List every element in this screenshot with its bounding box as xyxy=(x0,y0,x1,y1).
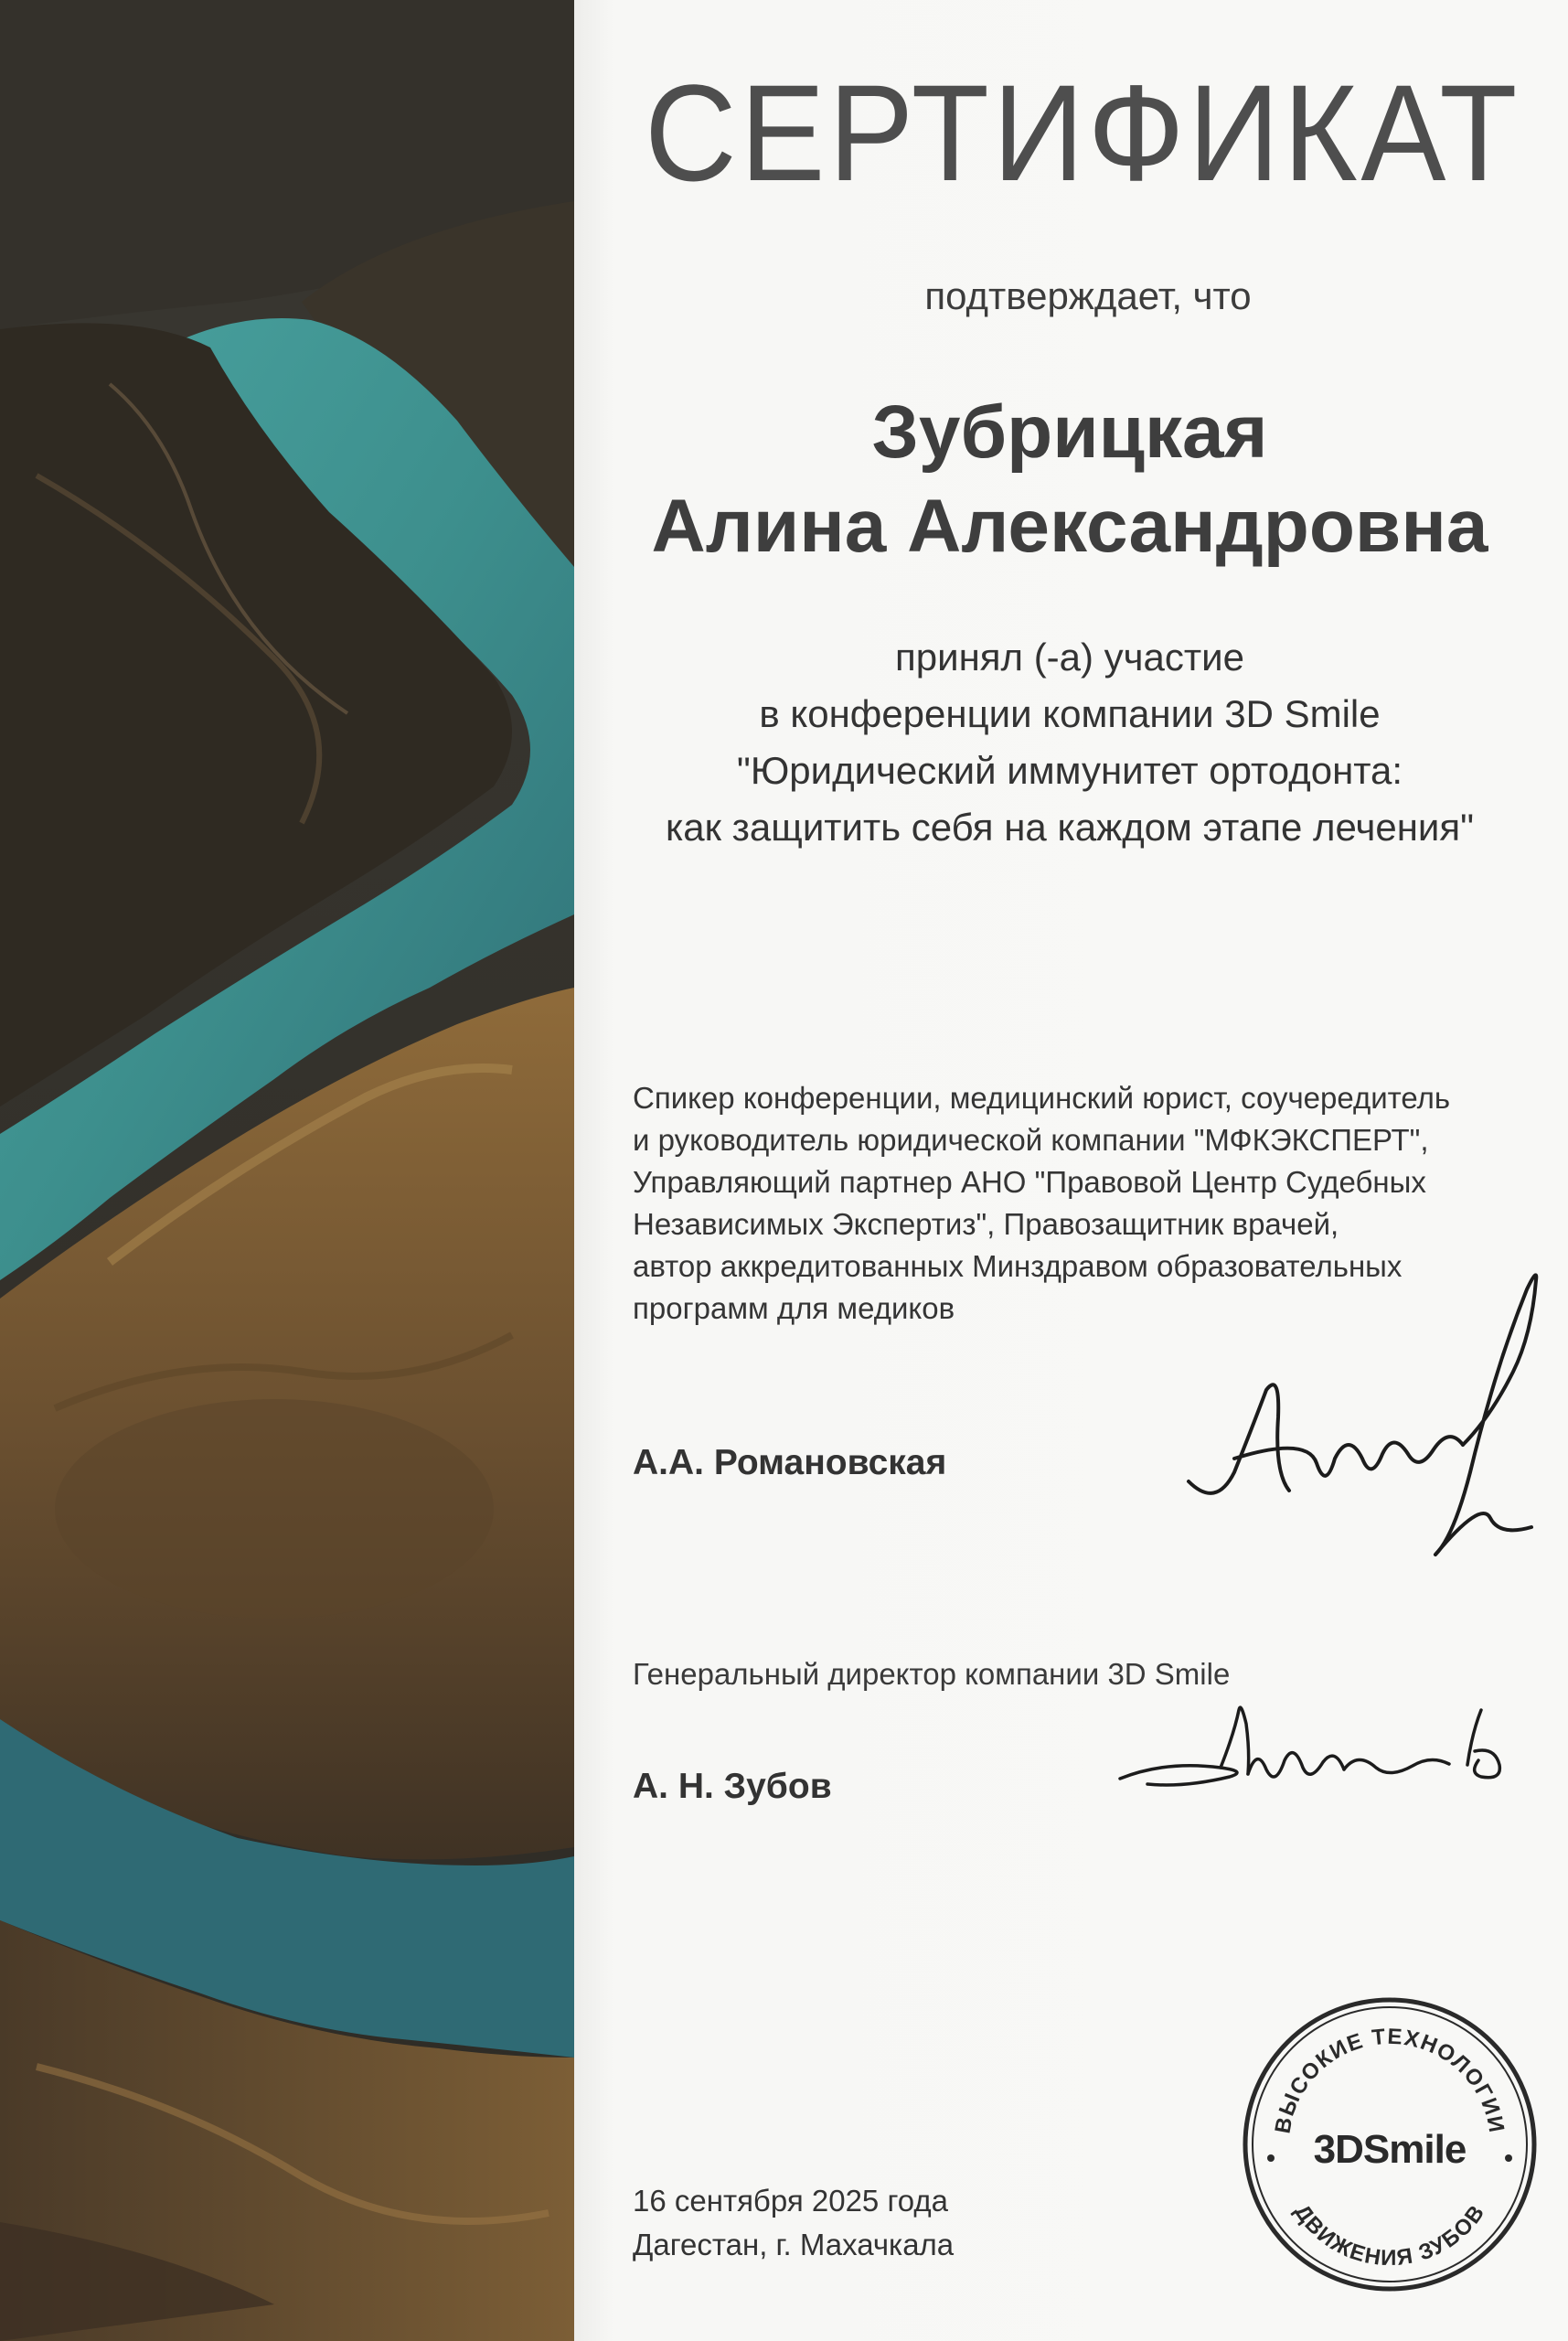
director-name: А. Н. Зубов xyxy=(633,1767,832,1806)
statement-line-3: "Юридический иммунитет ортодонта: xyxy=(736,749,1403,792)
certificate-title: СЕРТИФИКАТ xyxy=(645,56,1521,209)
speaker-signature xyxy=(1179,1262,1545,1573)
speaker-bio-line-4: Независимых Экспертиз", Правозащитник врачей, xyxy=(633,1207,1339,1241)
landscape-photo xyxy=(0,0,574,2341)
speaker-bio-line-1: Спикер конференции, медицинский юрист, соучередитель xyxy=(633,1081,1451,1115)
svg-text:ВЫСОКИЕ ТЕХНОЛОГИИ xyxy=(1270,2025,1509,2135)
speaker-name: А.А. Романовская xyxy=(633,1443,947,1482)
seal-brand: 3DSmile xyxy=(1313,2127,1467,2172)
speaker-bio-line-2: и руководитель юридической компании "МФКЭКСПЕРТ", xyxy=(633,1123,1429,1157)
recipient-given-names: Алина Александровна xyxy=(651,485,1488,568)
statement-line-2: в конференции компании 3D Smile xyxy=(759,692,1381,735)
canyon-river-image xyxy=(0,0,574,2341)
statement-line-4: как защитить себя на каждом этапе лечения" xyxy=(665,806,1475,849)
speaker-bio-line-5: автор аккредитованных Минздравом образовательных xyxy=(633,1249,1403,1283)
director-signature xyxy=(1111,1696,1513,1815)
event-place: Дагестан, г. Махачкала xyxy=(633,2228,955,2261)
svg-text:ДВИЖЕНИЯ ЗУБОВ xyxy=(1289,2200,1490,2271)
seal-bottom-text: ДВИЖЕНИЯ ЗУБОВ xyxy=(1289,2199,1490,2271)
speaker-bio-line-6: программ для медиков xyxy=(633,1291,955,1325)
confirms-text: подтверждает, что xyxy=(924,274,1252,317)
event-date: 16 сентября 2025 года xyxy=(633,2184,948,2218)
director-role: Генеральный директор компании 3D Smile xyxy=(633,1657,1231,1691)
company-seal-icon xyxy=(1234,1989,1545,2300)
speaker-bio-line-3: Управляющий партнер АНО "Правовой Центр Судебных xyxy=(633,1165,1426,1199)
statement-line-1: принял (-а) участие xyxy=(895,636,1244,679)
recipient-surname: Зубрицкая xyxy=(871,390,1268,474)
seal-top-text: ВЫСОКИЕ ТЕХНОЛОГИИ xyxy=(1270,2024,1509,2136)
